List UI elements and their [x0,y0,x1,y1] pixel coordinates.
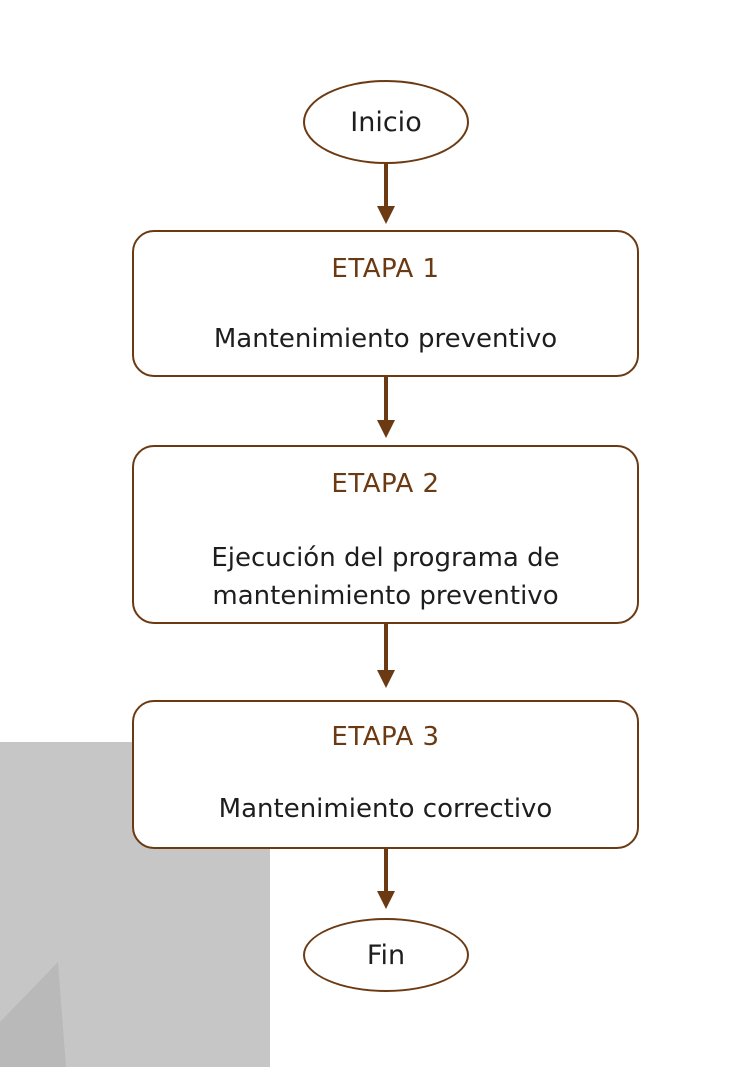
stage-2-box [132,445,639,624]
stage-3-description: Mantenimiento correctivo [218,794,553,824]
arrow-inicio-to-etapa-1 [377,164,395,224]
stage-3-title: ETAPA 3 [331,722,440,752]
stage-1-box [132,230,639,377]
arrow-etapa-3-to-fin [377,849,395,909]
stage-1-description: Mantenimiento preventivo [213,324,558,354]
start-node [303,80,469,164]
stage-2-title: ETAPA 2 [331,469,440,499]
arrow-etapa-1-to-etapa-2 [377,377,395,438]
arrow-etapa-2-to-etapa-3 [377,624,395,688]
stage-2-description: Ejecución del programa de mantenimiento preventivo [211,543,560,611]
stage-1-title: ETAPA 1 [331,254,440,284]
start-label: Inicio [350,106,422,138]
end-label: Fin [366,939,406,971]
stage-3-box [132,700,639,849]
end-node [303,918,469,992]
